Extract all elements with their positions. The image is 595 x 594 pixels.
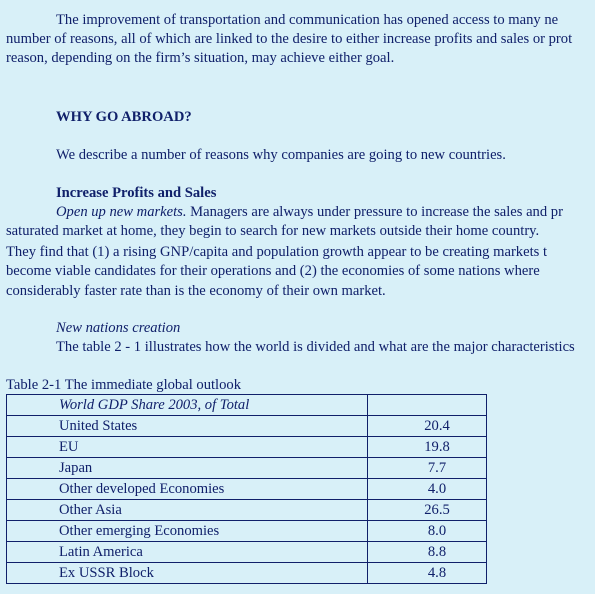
row-value: 7.7 <box>368 458 487 479</box>
table-row <box>7 458 487 479</box>
row-label: EU <box>7 437 368 458</box>
row-label: Japan <box>7 458 368 479</box>
row-value: 4.8 <box>368 563 487 584</box>
table-row <box>7 521 487 542</box>
subsection-title: New nations creation <box>56 320 181 336</box>
global-outlook-table <box>6 394 487 584</box>
paragraph-1-line-1: The improvement of transportation and communication has opened access to many ne <box>56 12 559 28</box>
table-row <box>7 437 487 458</box>
table-row <box>7 563 487 584</box>
paragraph-2-lead: Open up new markets. <box>56 204 187 220</box>
paragraph-1-line-2: number of reasons, all of which are linked to the desire to either increase profits and sales or prot <box>6 31 573 47</box>
section-heading: WHY GO ABROAD? <box>56 109 192 125</box>
paragraph-2-line-1 <box>56 203 563 221</box>
table-header-row <box>7 395 487 416</box>
intro-text: We describe a number of reasons why companies are going to new countries. <box>56 147 506 163</box>
row-value: 19.8 <box>368 437 487 458</box>
row-label: Other developed Economies <box>7 479 368 500</box>
row-label: Other Asia <box>7 500 368 521</box>
table-row <box>7 416 487 437</box>
row-value: 4.0 <box>368 479 487 500</box>
table-header-label: World GDP Share 2003, of Total <box>7 395 368 416</box>
row-label: Other emerging Economies <box>7 521 368 542</box>
row-value: 8.8 <box>368 542 487 563</box>
table-header-value <box>368 395 487 416</box>
table-row <box>7 500 487 521</box>
paragraph-2-line-3: They find that (1) a rising GNP/capita and population growth appear to be creating markets t <box>6 244 548 260</box>
table-row <box>7 542 487 563</box>
row-value: 8.0 <box>368 521 487 542</box>
table-row <box>7 479 487 500</box>
subheading: Increase Profits and Sales <box>56 185 217 201</box>
paragraph-2-line-2: saturated market at home, they begin to search for new markets outside their home country. <box>6 223 540 239</box>
row-label: Latin America <box>7 542 368 563</box>
row-label: Ex USSR Block <box>7 563 368 584</box>
table-caption: Table 2-1 The immediate global outlook <box>6 377 241 393</box>
paragraph-1-line-3: reason, depending on the firm’s situation, may achieve either goal. <box>6 50 395 66</box>
row-label: United States <box>7 416 368 437</box>
paragraph-2-line-5: considerably faster rate than is the economy of their own market. <box>6 283 386 299</box>
row-value: 20.4 <box>368 416 487 437</box>
paragraph-2-line-4: become viable candidates for their operations and (2) the economies of some nations where <box>6 263 540 279</box>
paragraph-2-line-1-rest: Managers are always under pressure to increase the sales and pr <box>186 204 563 220</box>
row-value: 26.5 <box>368 500 487 521</box>
paragraph-3: The table 2 - 1 illustrates how the world is divided and what are the major characteristics <box>56 339 575 355</box>
